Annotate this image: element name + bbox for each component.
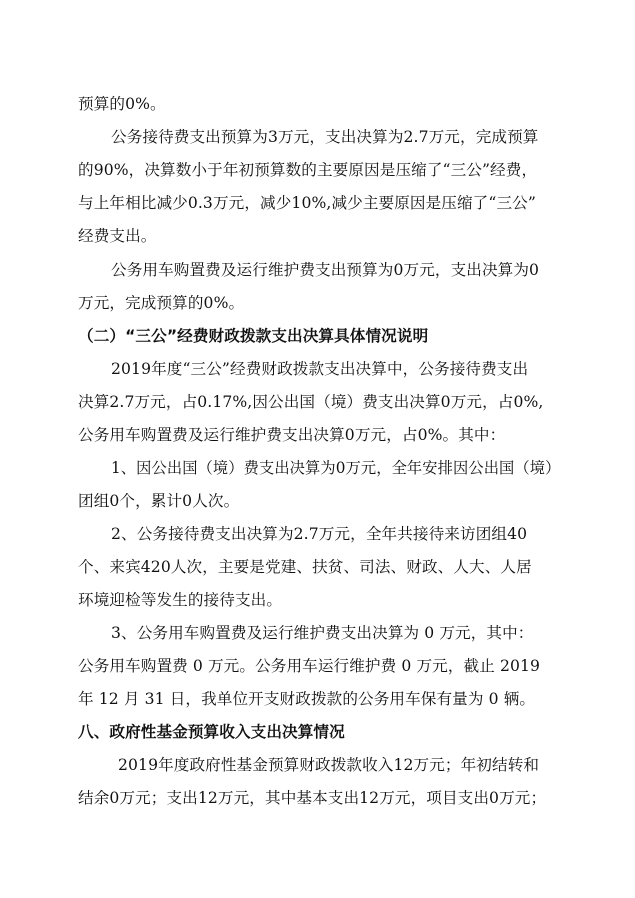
text-line-21: 2019年度政府性基金预算财政拨款收入12万元；年初结转和 (118, 756, 540, 774)
text-line-7: 万元，完成预算的0%。 (78, 294, 245, 312)
text-line-10: 决算2.7万元，占0.17%,因公出国（境）费支出决算0万元，占0%, (78, 393, 544, 411)
text-line-4: 与上年相比减少0.3万元，减少10%,减少主要原因是压缩了“三公” (78, 194, 536, 212)
text-line-17: 3、公务用车购置费及运行维护费支出决算为 0 万元，其中： (111, 624, 534, 642)
text-line-18: 公务用车购置费 0 万元。公务用车运行维护费 0 万元，截止 2019 (78, 657, 541, 675)
text-line-2: 公务接待费支出预算为3万元，支出决算为2.7万元，完成预算 (111, 128, 539, 146)
text-line-11: 公务用车购置费及运行维护费支出决算0万元，占0%。其中： (78, 426, 506, 444)
text-line-5: 经费支出。 (78, 227, 157, 245)
text-line-19: 年 12 月 31 日，我单位开支财政拨款的公务用车保有量为 0 辆。 (78, 690, 536, 708)
text-line-9: 2019年度“三公”经费财政拨款支出决算中，公务接待费支出 (111, 360, 529, 378)
section-heading-sub: （二）“三公”经费财政拨款支出决算具体情况说明 (78, 327, 429, 345)
text-line-15: 个、来宾420人次，主要是党建、扶贫、司法、财政、人大、人居 (78, 558, 532, 576)
text-line-22: 结余0万元；支出12万元，其中基本支出12万元，项目支出0万元； (78, 789, 547, 807)
section-heading-eight: 八、政府性基金预算收入支出决算情况 (78, 723, 345, 741)
text-line-12: 1、因公出国（境）费支出决算为0万元，全年安排因公出国（境） (111, 459, 561, 477)
text-line-6: 公务用车购置费及运行维护费支出预算为0万元，支出决算为0 (111, 261, 540, 279)
text-line-1: 预算的0%。 (78, 95, 166, 113)
text-line-3: 的90%，决算数小于年初预算数的主要原因是压缩了“三公”经费， (78, 161, 538, 179)
text-line-16: 环境迎检等发生的接待支出。 (78, 591, 283, 609)
text-line-14: 2、公务接待费支出决算为2.7万元，全年共接待来访团组40 (111, 525, 528, 543)
text-line-13: 团组0个，累计0人次。 (78, 492, 240, 510)
